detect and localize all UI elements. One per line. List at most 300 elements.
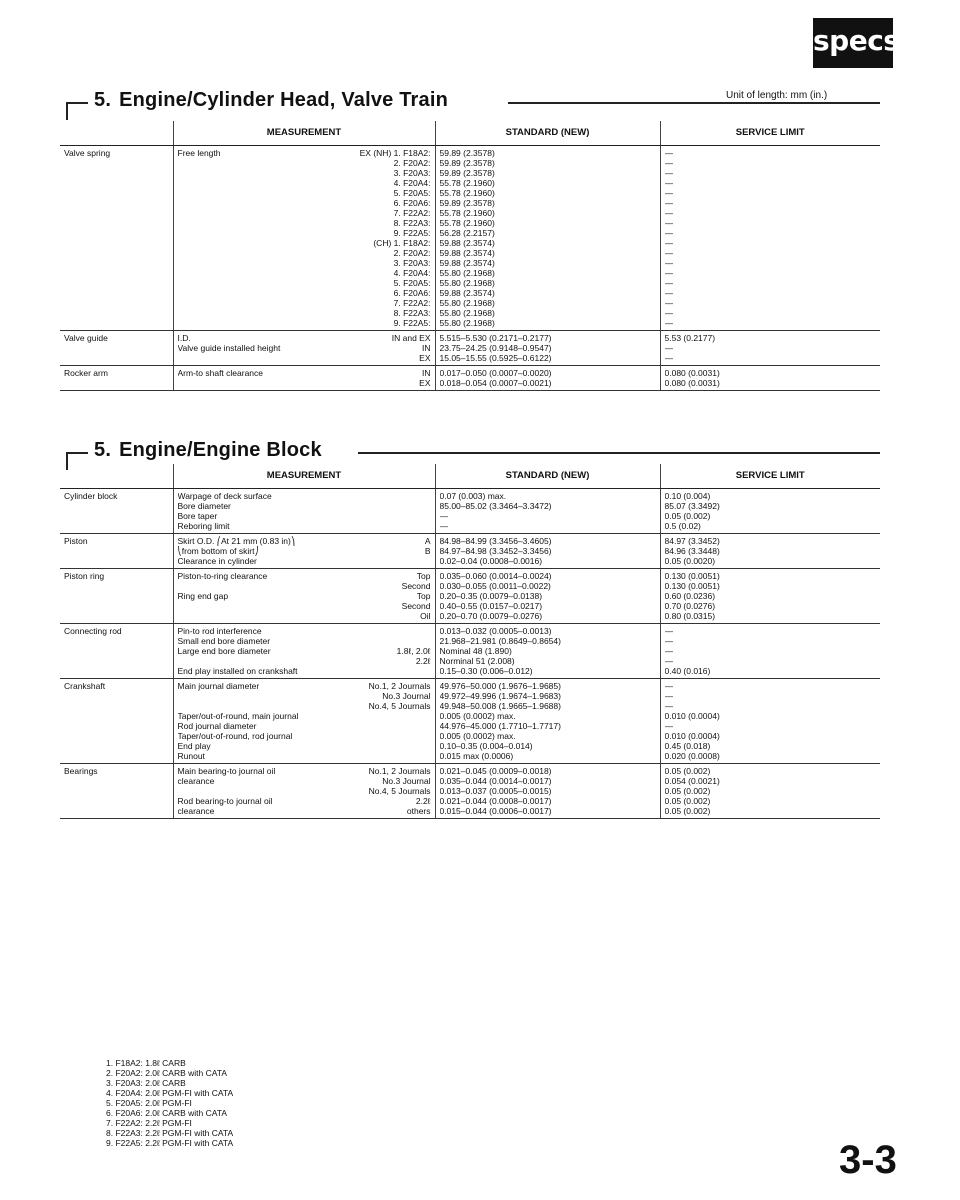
standard-value: 0.15–0.30 (0.006–0.012) [439, 665, 533, 676]
measurement-condition: 4. F20A4: [393, 267, 431, 278]
row-measurement [173, 678, 435, 763]
service-limit-value: 0.080 (0.0031) [664, 377, 720, 388]
standard-value: 0.015–0.044 (0.0006–0.0017) [439, 805, 552, 816]
row-item [60, 623, 173, 678]
standard-value: 0.017–0.050 (0.0007–0.0020) [439, 367, 552, 378]
service-limit-value: — [664, 157, 673, 168]
service-limit-value: — [664, 690, 673, 701]
table-row [60, 568, 880, 623]
measurement-condition: Second [401, 580, 431, 591]
service-limit-value: 0.130 (0.0051) [664, 580, 720, 591]
standard-value: 21.968–21.981 (0.8649–0.8654) [439, 635, 561, 646]
measurement-line [178, 546, 431, 556]
service-limit-value: — [664, 655, 673, 666]
row-item [60, 678, 173, 763]
standard-value: 0.07 (0.003) max. [439, 490, 507, 501]
standard-value: 0.005 (0.0002) max. [439, 730, 516, 741]
service-limit-value: — [664, 625, 673, 636]
row-item-label: Connecting rod [64, 625, 122, 636]
measurement-label [178, 298, 394, 308]
standard-value: 49.976–50.000 (1.9676–1.9685) [439, 680, 561, 691]
measurement-condition: 3. F20A3: [393, 257, 431, 268]
measurement-condition: Oil [420, 610, 431, 621]
measurement-label: Reboring limit [177, 520, 230, 531]
row-measurement [173, 330, 435, 365]
measurement-condition: No.4, 5 Journals [368, 785, 431, 796]
section1-title-text: Engine/Cylinder Head, Valve Train [119, 89, 449, 111]
table-row [60, 678, 880, 763]
service-limit-value: — [664, 197, 673, 208]
standard-value: 0.20–0.70 (0.0079–0.0276) [439, 610, 543, 621]
service-limit-value: — [664, 635, 673, 646]
service-limit-value: — [664, 217, 673, 228]
measurement-line [178, 278, 431, 288]
measurement-label [178, 786, 369, 796]
measurement-condition: 6. F20A6: [393, 197, 431, 208]
engine-block-spec-table [60, 464, 880, 819]
header-item [60, 464, 173, 488]
section1-number: 5. [94, 89, 112, 111]
measurement-condition: IN [422, 342, 431, 353]
row-standard [435, 533, 660, 568]
row-item-label: Valve spring [64, 147, 111, 158]
measurement-label [178, 691, 383, 701]
standard-value: 0.20–0.35 (0.0079–0.0138) [439, 590, 543, 601]
page-number: 3-3 [839, 1138, 897, 1182]
measurement-label: Runout [177, 750, 205, 761]
standard-value: 85.00–85.02 (3.3464–3.3472) [439, 500, 552, 511]
measurement-label [178, 168, 394, 178]
measurement-line [178, 536, 431, 546]
measurement-condition: 2. F20A2: [393, 157, 431, 168]
row-item [60, 330, 173, 365]
service-limit-value: — [664, 700, 673, 711]
service-limit-value: 85.07 (3.3492) [664, 500, 720, 511]
measurement-line [178, 298, 431, 308]
standard-value: 59.88 (2.3574) [439, 247, 495, 258]
service-limit-value: 0.020 (0.0008) [664, 750, 720, 761]
measurement-condition: B [424, 545, 431, 556]
standard-value: 59.89 (2.3578) [439, 157, 495, 168]
standard-value: 0.02–0.04 (0.0008–0.0016) [439, 555, 543, 566]
row-item [60, 763, 173, 818]
service-limit-value: 0.054 (0.0021) [664, 775, 720, 786]
measurement-condition: Top [416, 570, 431, 581]
measurement-condition: 2. F20A2: [393, 247, 431, 258]
service-limit-value: — [664, 257, 673, 268]
measurement-line [178, 343, 431, 353]
service-limit-value: 0.60 (0.0236) [664, 590, 716, 601]
measurement-line [178, 626, 431, 636]
measurement-label: clearance [177, 805, 215, 816]
measurement-line [178, 681, 431, 691]
table-row [60, 365, 880, 390]
measurement-condition: 8. F22A3: [393, 307, 431, 318]
service-limit-value: 0.010 (0.0004) [664, 710, 720, 721]
service-limit-value: 84.97 (3.3452) [664, 535, 720, 546]
measurement-label [178, 581, 402, 591]
service-limit-value: 0.05 (0.002) [664, 765, 711, 776]
measurement-line [178, 501, 431, 511]
logo-text: specs [813, 24, 900, 57]
section2-rule-right [358, 452, 880, 454]
measurement-condition: 8. F22A3: [393, 217, 431, 228]
note-line: 5. F20A5: 2.0ℓ PGM-FI [106, 1098, 192, 1108]
measurement-label [178, 238, 374, 248]
measurement-label [178, 228, 394, 238]
measurement-line [178, 656, 431, 666]
row-item [60, 568, 173, 623]
service-limit-value: 0.05 (0.002) [664, 785, 711, 796]
section1-rule-right [508, 102, 880, 104]
row-standard [435, 623, 660, 678]
measurement-line [178, 178, 431, 188]
row-service-limit [660, 678, 880, 763]
row-item [60, 488, 173, 533]
specs-logo [813, 18, 900, 68]
measurement-condition: No.3 Journal [382, 690, 431, 701]
measurement-line [178, 731, 431, 741]
measurement-label [178, 258, 394, 268]
standard-value: Nominal 48 (1.890) [439, 645, 512, 656]
measurement-condition: (CH) 1. F18A2: [373, 237, 431, 248]
measurement-condition: No.1, 2 Journals [368, 765, 431, 776]
measurement-line [178, 751, 431, 761]
service-limit-value: — [664, 680, 673, 691]
measurement-condition: 3. F20A3: [393, 167, 431, 178]
service-limit-value: 0.130 (0.0051) [664, 570, 720, 581]
row-service-limit [660, 623, 880, 678]
row-item-label: Cylinder block [64, 490, 118, 501]
header-standard: STANDARD (NEW) [435, 121, 660, 145]
service-limit-value: — [664, 287, 673, 298]
row-standard [435, 488, 660, 533]
standard-value: 49.972–49.996 (1.9674–1.9683) [439, 690, 561, 701]
measurement-label: I.D. [177, 332, 191, 343]
standard-value: 55.78 (2.1960) [439, 207, 495, 218]
engine-code-notes [106, 1058, 233, 1148]
measurement-line [178, 591, 431, 601]
measurement-condition: 4. F20A4: [393, 177, 431, 188]
measurement-line [178, 158, 431, 168]
measurement-line [178, 208, 431, 218]
service-limit-value: — [664, 720, 673, 731]
measurement-label: Taper/out-of-round, rod journal [177, 730, 293, 741]
section2-title [90, 439, 326, 462]
measurement-label: Bore diameter [177, 500, 231, 511]
measurement-label: Bore taper [177, 510, 218, 521]
table-row [60, 533, 880, 568]
service-limit-value: 0.05 (0.002) [664, 795, 711, 806]
measurement-label: Valve guide installed height [177, 342, 281, 353]
measurement-label [178, 188, 394, 198]
measurement-label [178, 268, 394, 278]
measurement-line [178, 711, 431, 721]
standard-value: 0.015 max (0.0006) [439, 750, 514, 761]
section2-rule-left [66, 452, 88, 454]
measurement-condition: Second [401, 600, 431, 611]
measurement-condition: 7. F22A2: [393, 297, 431, 308]
header-measurement: MEASUREMENT [173, 121, 435, 145]
standard-value: 0.013–0.032 (0.0005–0.0013) [439, 625, 552, 636]
header-service-limit: SERVICE LIMIT [660, 464, 880, 488]
measurement-line [178, 491, 431, 501]
measurement-label [178, 158, 394, 168]
measurement-condition: 9. F22A5: [393, 227, 431, 238]
service-limit-value: 0.40 (0.016) [664, 665, 711, 676]
measurement-label [178, 656, 416, 666]
measurement-condition: A [424, 535, 431, 546]
measurement-label [178, 611, 421, 621]
measurement-label: Free length [177, 147, 221, 158]
section1-rule-left [66, 102, 88, 104]
service-limit-value: — [664, 317, 673, 328]
measurement-line [178, 701, 431, 711]
measurement-condition: No.1, 2 Journals [368, 680, 431, 691]
measurement-line [178, 238, 431, 248]
standard-value: 0.021–0.045 (0.0009–0.0018) [439, 765, 552, 776]
standard-value: 84.97–84.98 (3.3452–3.3456) [439, 545, 552, 556]
service-limit-value: — [664, 167, 673, 178]
measurement-label: Warpage of deck surface [177, 490, 272, 501]
measurement-line [178, 218, 431, 228]
valve-train-table-body [60, 145, 880, 390]
measurement-label [178, 248, 394, 258]
standard-value: 55.78 (2.1960) [439, 177, 495, 188]
header-measurement: MEASUREMENT [173, 464, 435, 488]
measurement-label: Taper/out-of-round, main journal [177, 710, 299, 721]
measurement-line [178, 228, 431, 238]
note-line: 4. F20A4: 2.0ℓ PGM-FI with CATA [106, 1088, 234, 1098]
standard-value: — [439, 520, 448, 531]
measurement-label: End play [177, 740, 211, 751]
measurement-label: Skirt O.D. ⎛At 21 mm (0.83 in)⎞ [177, 535, 296, 546]
measurement-label: Arm-to shaft clearance [177, 367, 264, 378]
standard-value: 55.78 (2.1960) [439, 187, 495, 198]
service-limit-value: — [664, 297, 673, 308]
row-item [60, 533, 173, 568]
measurement-line [178, 168, 431, 178]
service-limit-value: — [664, 237, 673, 248]
table-row [60, 623, 880, 678]
measurement-line [178, 288, 431, 298]
measurement-label: Large end bore diameter [177, 645, 271, 656]
measurement-condition: IN [422, 367, 431, 378]
table-row [60, 488, 880, 533]
measurement-label: Small end bore diameter [177, 635, 271, 646]
measurement-condition: Top [416, 590, 431, 601]
table-row [60, 145, 880, 330]
row-item [60, 365, 173, 390]
measurement-line [178, 691, 431, 701]
row-measurement [173, 568, 435, 623]
measurement-condition: EX [419, 352, 431, 363]
service-limit-value: 0.05 (0.002) [664, 510, 711, 521]
measurement-label [178, 353, 420, 363]
standard-value: 0.035–0.044 (0.0014–0.0017) [439, 775, 552, 786]
note-line: 8. F22A3: 2.2ℓ PGM-FI with CATA [106, 1128, 234, 1138]
measurement-label [178, 208, 394, 218]
section1-rule-vertical [66, 102, 68, 120]
service-limit-value: 0.80 (0.0315) [664, 610, 716, 621]
row-measurement [173, 533, 435, 568]
row-item-label: Piston [64, 535, 88, 546]
measurement-label [178, 378, 420, 388]
measurement-line [178, 378, 431, 388]
row-standard [435, 365, 660, 390]
measurement-line [178, 248, 431, 258]
header-standard: STANDARD (NEW) [435, 464, 660, 488]
standard-value: 0.005 (0.0002) max. [439, 710, 516, 721]
measurement-condition: EX (NH) 1. F18A2: [359, 147, 431, 158]
measurement-line [178, 571, 431, 581]
row-item [60, 145, 173, 330]
service-limit-value: — [664, 342, 673, 353]
service-limit-value: 0.010 (0.0004) [664, 730, 720, 741]
standard-value: 49.948–50.008 (1.9665–1.9688) [439, 700, 561, 711]
row-service-limit [660, 533, 880, 568]
service-limit-value: 0.10 (0.004) [664, 490, 711, 501]
measurement-label [178, 701, 369, 711]
row-service-limit [660, 145, 880, 330]
service-limit-value: 0.70 (0.0276) [664, 600, 716, 611]
section2-title-text: Engine/Engine Block [119, 439, 322, 461]
section2-number: 5. [94, 439, 112, 461]
standard-value: 0.030–0.055 (0.0011–0.0022) [439, 580, 551, 591]
service-limit-value: 84.96 (3.3448) [664, 545, 720, 556]
measurement-label: Ring end gap [177, 590, 229, 601]
measurement-condition: 7. F22A2: [393, 207, 431, 218]
standard-value: 0.035–0.060 (0.0014–0.0024) [439, 570, 552, 581]
service-limit-value: 0.5 (0.02) [664, 520, 701, 531]
row-item-label: Bearings [64, 765, 98, 776]
standard-value: 59.88 (2.3574) [439, 257, 495, 268]
row-standard [435, 330, 660, 365]
section1-title [90, 89, 452, 112]
measurement-label [178, 601, 402, 611]
service-limit-value: 0.05 (0.0020) [664, 555, 716, 566]
service-limit-value: 0.05 (0.002) [664, 805, 711, 816]
measurement-label: Main bearing-to journal oil [177, 765, 276, 776]
measurement-line [178, 666, 431, 676]
standard-value: 0.013–0.037 (0.0005–0.0015) [439, 785, 552, 796]
service-limit-value: — [664, 277, 673, 288]
service-limit-value: 0.080 (0.0031) [664, 367, 720, 378]
header-item [60, 121, 173, 145]
row-measurement [173, 488, 435, 533]
service-limit-value: — [664, 247, 673, 258]
measurement-label [178, 318, 394, 328]
measurement-condition: 5. F20A5: [393, 277, 431, 288]
standard-value: 59.89 (2.3578) [439, 197, 495, 208]
measurement-condition: No.4, 5 Journals [368, 700, 431, 711]
standard-value: Norminal 51 (2.008) [439, 655, 515, 666]
standard-value: 0.018–0.054 (0.0007–0.0021) [439, 377, 552, 388]
service-limit-value: — [664, 177, 673, 188]
standard-value: 15.05–15.55 (0.5925–0.6122) [439, 352, 552, 363]
standard-value: 59.89 (2.3578) [439, 167, 495, 178]
standard-value: 59.88 (2.3574) [439, 287, 495, 298]
measurement-line [178, 786, 431, 796]
header-service-limit: SERVICE LIMIT [660, 121, 880, 145]
engine-block-table-body [60, 488, 880, 818]
measurement-line [178, 741, 431, 751]
measurement-line [178, 188, 431, 198]
unit-note: Unit of length: mm (in.) [726, 90, 828, 101]
measurement-label: Main journal diameter [177, 680, 260, 691]
measurement-label [178, 288, 394, 298]
row-service-limit [660, 330, 880, 365]
measurement-line [178, 333, 431, 343]
table-header-row [60, 121, 880, 145]
measurement-line [178, 148, 431, 158]
measurement-line [178, 308, 431, 318]
standard-value: 84.98–84.99 (3.3456–3.4605) [439, 535, 552, 546]
measurement-condition: 9. F22A5: [393, 317, 431, 328]
standard-value: 23.75–24.25 (0.9148–0.9547) [439, 342, 552, 353]
measurement-label: Piston-to-ring clearance [177, 570, 268, 581]
row-measurement [173, 365, 435, 390]
note-line: 3. F20A3: 2.0ℓ CARB [106, 1078, 186, 1088]
table-row [60, 330, 880, 365]
measurement-line [178, 611, 431, 621]
service-limit-value: — [664, 147, 673, 158]
standard-value: 55.80 (2.1968) [439, 297, 495, 308]
measurement-line [178, 511, 431, 521]
measurement-label [178, 178, 394, 188]
standard-value: 56.28 (2.2157) [439, 227, 495, 238]
row-item-label: Piston ring [64, 570, 105, 581]
standard-value: 55.80 (2.1968) [439, 307, 495, 318]
row-measurement [173, 623, 435, 678]
standard-value: 0.40–0.55 (0.0157–0.0217) [439, 600, 543, 611]
measurement-label [178, 308, 394, 318]
note-line: 7. F22A2: 2.2ℓ PGM-FI [106, 1118, 192, 1128]
measurement-line [178, 258, 431, 268]
measurement-condition: EX [419, 377, 431, 388]
measurement-condition: 1.8ℓ, 2.0ℓ [396, 645, 431, 656]
measurement-label: Rod bearing-to journal oil [177, 795, 273, 806]
standard-value: 55.80 (2.1968) [439, 277, 495, 288]
note-line: 2. F20A2: 2.0ℓ CARB with CATA [106, 1068, 228, 1078]
measurement-label: Clearance in cylinder [177, 555, 257, 566]
measurement-label: clearance [177, 775, 215, 786]
row-measurement [173, 145, 435, 330]
measurement-line [178, 601, 431, 611]
row-service-limit [660, 568, 880, 623]
service-limit-value: — [664, 207, 673, 218]
row-standard [435, 678, 660, 763]
measurement-line [178, 776, 431, 786]
service-limit-value: 5.53 (0.2177) [664, 332, 716, 343]
standard-value: 0.021–0.044 (0.0008–0.0017) [439, 795, 552, 806]
standard-value: 0.10–0.35 (0.004–0.014) [439, 740, 533, 751]
measurement-line [178, 556, 431, 566]
note-line: 6. F20A6: 2.0ℓ CARB with CATA [106, 1108, 228, 1118]
standard-value: 55.80 (2.1968) [439, 267, 495, 278]
measurement-condition: 5. F20A5: [393, 187, 431, 198]
row-service-limit [660, 488, 880, 533]
measurement-label [178, 218, 394, 228]
valve-train-spec-table [60, 121, 880, 391]
service-limit-value: — [664, 645, 673, 656]
measurement-condition: No.3 Journal [382, 775, 431, 786]
table-row [60, 763, 880, 818]
measurement-line [178, 368, 431, 378]
measurement-condition: IN and EX [391, 332, 431, 343]
measurement-line [178, 806, 431, 816]
measurement-condition: 2.2ℓ [415, 795, 431, 806]
